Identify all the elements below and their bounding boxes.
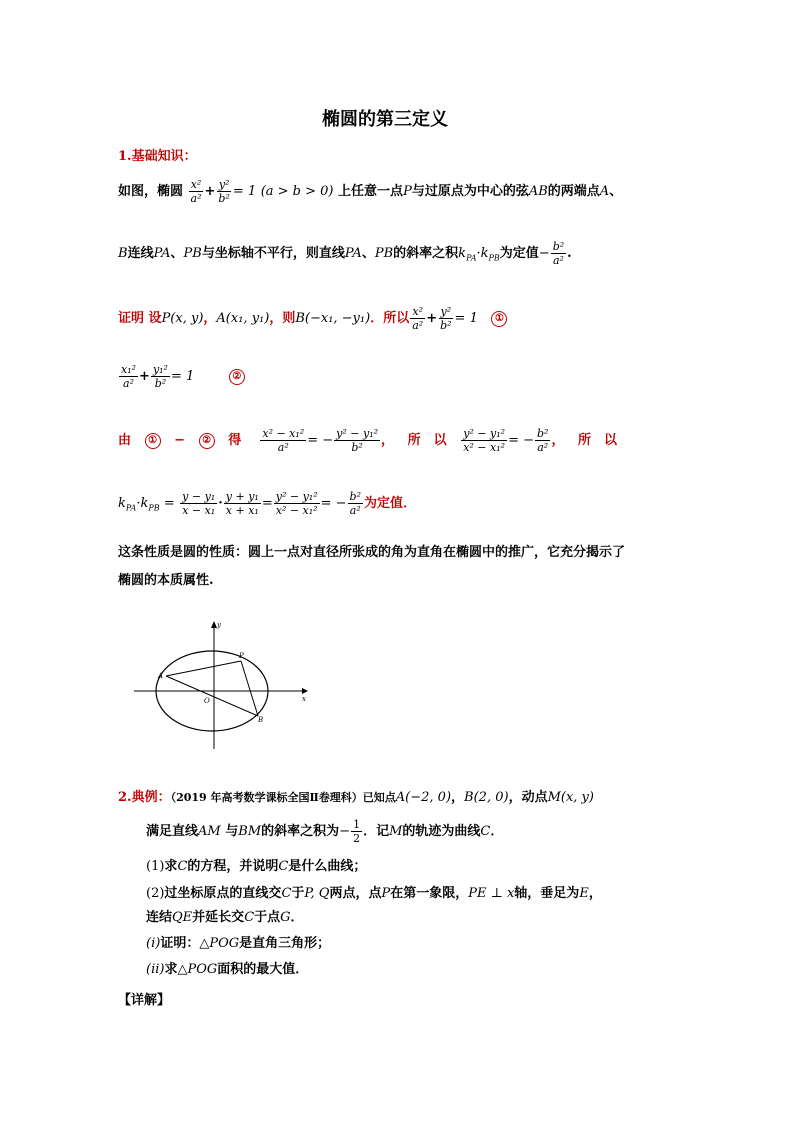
math-A: A	[599, 184, 610, 199]
math-P: P	[381, 886, 391, 901]
math-C: C	[278, 859, 289, 874]
math-P: P	[403, 184, 412, 199]
math-PB: PB	[183, 246, 202, 261]
text: 设	[148, 311, 162, 326]
math-eq: = 1	[170, 369, 195, 384]
text: −	[174, 433, 186, 448]
text: 的斜率之积	[393, 246, 459, 261]
detail-heading: 【详解】	[118, 993, 171, 1008]
section1-line2: B连线PA、PB与坐标轴不平行，则直线PA、PB的斜率之积$k_{PA}\cdot k_{PB}$为定值− $\frac{\text{b²}}{\text{a²}}$ .	[118, 240, 572, 267]
math-AB: AB	[528, 184, 548, 199]
text: 于	[291, 886, 305, 901]
text: 与坐标轴不平行，则直线	[201, 246, 345, 261]
section2-heading: 2.典例：	[118, 790, 171, 805]
text: 的斜率之积为	[261, 824, 340, 839]
fraction: $\frac{\text{b²}}{\text{a²}}$	[349, 490, 361, 517]
text: 由	[118, 433, 132, 448]
text: ．所以	[370, 311, 410, 326]
fraction: $\frac{1}{2}$	[353, 818, 361, 845]
math-C: C	[244, 910, 255, 925]
math-G: G	[280, 910, 291, 925]
label-y: y	[217, 621, 221, 629]
text: 轴，垂足为	[514, 886, 580, 901]
text: 得	[228, 433, 242, 448]
math-A: A(−2, 0)	[395, 790, 452, 805]
text: 是什么曲线；	[288, 859, 367, 874]
fraction: $\frac{\text{x²}}{\text{a²}}$	[190, 178, 202, 205]
proof-line1: 证明 设P(x, y)，A(x₁, y₁)，则B(−x₁, −y₁)．所以 $\frac{\text{x²}}{\text{a²}}$ + $\frac{\text{y²}}{\text{b²}}$ = 1 ①	[118, 305, 507, 332]
ellipse-figure	[128, 615, 318, 755]
q-number: (ii)	[146, 962, 165, 977]
question-i	[146, 932, 330, 951]
slope-product: $k_{PA}\cdot k_{PB}$	[458, 246, 500, 263]
text: 、	[361, 246, 375, 261]
text: ．记	[363, 824, 390, 839]
fraction: $\frac{\text{y²}}{\text{b²}}$	[440, 305, 452, 332]
fraction: $\frac{\text{y − y₁}}{\text{x − x₁}}$	[182, 490, 216, 517]
page-title: 椭圆的第三定义	[322, 109, 448, 130]
label-A: A	[158, 672, 164, 680]
text: 两点，点	[329, 886, 382, 901]
q-number: (2)	[146, 886, 165, 901]
math-PQ: P, Q	[304, 886, 330, 901]
fraction: $\frac{\text{y + y₁}}{\text{x + x₁}}$	[225, 490, 259, 517]
math-B: B	[118, 246, 128, 261]
label-B: B	[258, 716, 264, 724]
math-PE: PE ⊥ x	[468, 886, 515, 901]
line-PB	[241, 661, 258, 716]
circled-one: ①	[145, 433, 161, 449]
math-QE: QE	[172, 910, 193, 925]
text: 求	[164, 859, 178, 874]
math-PB: PB	[374, 246, 394, 261]
q-number: (1)	[146, 859, 165, 874]
fraction: $\frac{\text{y² − y₁²}}{\text{x² − x₁²}}$	[463, 427, 506, 454]
text: 的两端点	[547, 184, 600, 199]
question-1	[146, 855, 366, 874]
text: 连线	[127, 246, 154, 261]
text: 在第一象限，	[390, 886, 469, 901]
fraction: $\frac{\text{x₁²}}{\text{a²}}$	[121, 363, 137, 390]
text: 所 以	[578, 433, 618, 448]
math-A: A(x₁, y₁)	[216, 311, 270, 326]
chord-AB	[166, 676, 258, 716]
math-triangle: △POG	[177, 962, 218, 977]
math-eq: = 1	[454, 311, 478, 326]
text: 与	[225, 824, 239, 839]
math-M: M	[389, 824, 403, 839]
math-C: C	[480, 824, 491, 839]
text: 于点	[254, 910, 281, 925]
text: 面积的最大值．	[217, 962, 309, 977]
question-2	[146, 882, 602, 901]
text: 为定值．	[363, 496, 416, 511]
math-E: E	[579, 886, 589, 901]
fraction: $\frac{\text{x²}}{\text{a²}}$	[412, 305, 424, 332]
math-triangle: △POG	[199, 936, 240, 951]
text: 、	[170, 246, 184, 261]
text: 连结	[146, 910, 173, 925]
label-x: x	[302, 695, 306, 703]
line-PA	[166, 661, 241, 676]
section2-line1	[118, 786, 594, 805]
label-P: P	[239, 652, 244, 660]
text: ，则	[269, 311, 296, 326]
q-number: (i)	[146, 936, 161, 951]
circled-one: ①	[491, 311, 507, 327]
question-2-cont	[146, 906, 304, 925]
fraction: $\frac{\text{x² − x₁²}}{\text{a²}}$	[262, 427, 305, 454]
math-PA: PA	[344, 246, 362, 261]
math-P: P(x, y)	[161, 311, 204, 326]
text: 满足直线	[146, 824, 199, 839]
text: 证明：	[160, 936, 200, 951]
note-line1: 这条性质是圆的性质：圆上一点对直径所张成的角为直角在椭圆中的推广，它充分揭示了	[118, 545, 626, 560]
section2-line2: 满足直线AM 与BM的斜率之积为− $\frac{1}{2}$ ．记M的轨迹为曲线C．	[146, 818, 504, 845]
fraction: $\frac{\text{y₁²}}{\text{b²}}$	[152, 363, 168, 390]
proof-line3: 由 ① − ② 得 $\frac{\text{x² − x₁²}}{\text{a²}}$ = − $\frac{\text{y² − y₁²}}{\text{b²}}$ ， 所 以 $\frac{\text{y² − y₁²}}{\text{x² − x₁²}}$ = − $\frac{\text{b²}}{\text{a²}}$ ， 所 以	[118, 427, 618, 454]
section1-heading: 1.基础知识：	[118, 149, 197, 164]
text: 是直角三角形；	[239, 936, 331, 951]
text: 、	[609, 184, 623, 199]
text: 的轨迹为曲线	[402, 824, 481, 839]
proof-line2: $\frac{\text{x₁²}}{\text{a²}}$ + $\frac{\text{y₁²}}{\text{b²}}$ = 1 ②	[118, 363, 245, 390]
text: （2019 年高考数学课标全国Ⅱ卷理科）已知点	[170, 791, 396, 804]
math-B: B(2, 0)	[464, 790, 509, 805]
text: ，	[451, 790, 465, 805]
condition: (a > b > 0)	[260, 184, 334, 199]
text: ，动点	[508, 790, 548, 805]
math-C: C	[177, 859, 188, 874]
math-BM: BM	[238, 824, 262, 839]
fraction: $\frac{\text{y² − y₁²}}{\text{x² − x₁²}}$	[275, 490, 318, 517]
text: ，	[588, 886, 602, 901]
circled-two: ②	[229, 369, 245, 385]
text: .	[567, 246, 572, 261]
slope-product: $k_{PA}\cdot k_{PB}$ =	[118, 496, 175, 513]
fraction: $\frac{\text{b²}}{\text{a²}}$	[552, 240, 565, 267]
math-AM: AM	[198, 824, 221, 839]
text: 与过原点为中心的弦	[411, 184, 529, 199]
text: 所 以	[407, 433, 447, 448]
fraction: $\frac{\text{y²}}{\text{b²}}$	[218, 178, 230, 205]
text: 的方程，并说明	[187, 859, 279, 874]
fraction: $\frac{\text{y² − y₁²}}{\text{b²}}$	[336, 427, 379, 454]
text: 如图，椭圆	[118, 184, 184, 199]
question-ii	[146, 958, 308, 977]
math-PA: PA	[153, 246, 171, 261]
proof-line4: $k_{PA}\cdot k_{PB}$ = $\frac{\text{y − y₁}}{\text{x − x₁}}$ · $\frac{\text{y + y₁}}{\text{x + x₁}}$ = $\frac{\text{y² − y₁²}}{\text{x² − x₁²}}$ = − $\frac{\text{b²}}{\text{a²}}$ 为定值．	[118, 490, 416, 517]
label-O: O	[204, 697, 210, 705]
text: 为定值	[499, 246, 539, 261]
math-C: C	[281, 886, 292, 901]
fraction: $\frac{\text{b²}}{\text{a²}}$	[536, 427, 549, 454]
proof-label: 证明	[118, 311, 145, 326]
text: ，	[203, 311, 217, 326]
x-axis-arrow	[302, 688, 308, 694]
text: 并延长交	[192, 910, 245, 925]
circled-two: ②	[199, 433, 215, 449]
text: 求	[164, 962, 178, 977]
note-line2: 椭圆的本质属性.	[118, 573, 214, 588]
math-B: B(−x₁, −y₁)	[295, 311, 371, 326]
text: ．	[490, 824, 504, 839]
section1-line1: 如图，椭圆 $\frac{\text{x²}}{\text{a²}}$ + $\frac{\text{y²}}{\text{b²}}$ = 1 (a > b > 0) 上任意一点P与过原点为中心的弦AB的两端点A、	[118, 178, 623, 205]
text: 上任意一点	[338, 184, 404, 199]
math-M: M(x, y)	[547, 790, 594, 805]
text: 过坐标原点的直线交	[164, 886, 282, 901]
text: ．	[290, 910, 304, 925]
